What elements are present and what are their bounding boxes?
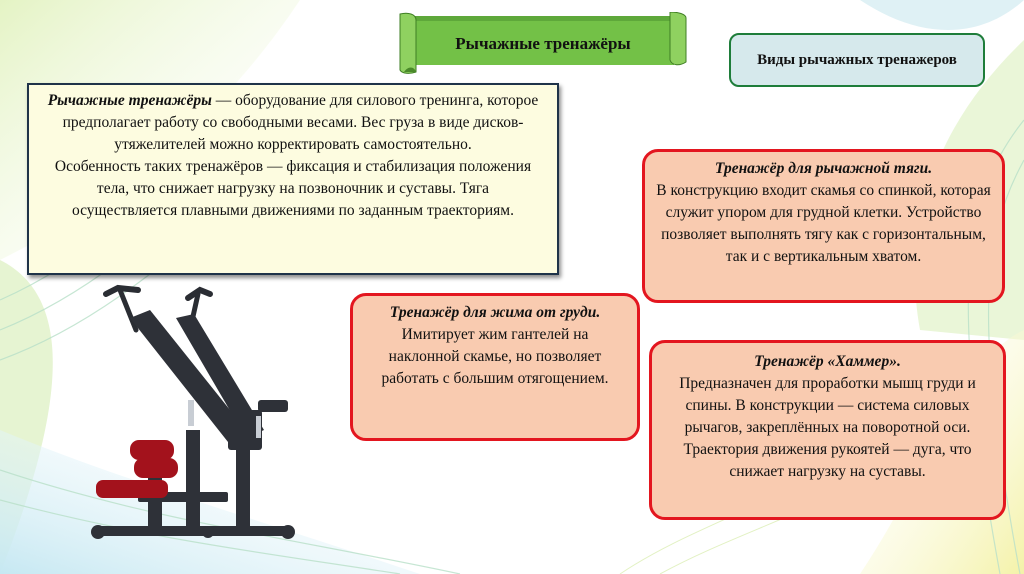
definition-term: Рычажные тренажёры — [47, 92, 212, 109]
card-hammer-machine-text: Предназначен для проработки мышц груди и спины. В конструкции — система силовых рычагов, закреплённых на поворотной оси. Траектория движения рукоятей — дуга, что снижает нагрузку на суставы. — [679, 375, 976, 480]
definition-box — [27, 83, 559, 275]
definition-feature-text: Особенность таких тренажёров — фиксация и стабилизация положения тела, что снижает нагрузку на позвоночник и суставы. Тяга осуществляется плавными движениями по заданным траекториям. — [54, 158, 532, 219]
card-row-machine — [642, 149, 1005, 303]
card-press-machine — [350, 293, 640, 441]
card-row-machine-text: В конструкцию входит скамья со спинкой, которая служит упором для грудной клетки. Устройство позволяет выполнять тягу как с горизонтальным, так и с вертикальным хватом. — [656, 182, 991, 265]
card-row-machine-title: Тренажёр для рычажной тяги. — [714, 160, 933, 177]
lever-machine-image — [78, 280, 323, 550]
types-heading-text: Виды рычажных тренажеров — [757, 52, 957, 68]
definition-text: — оборудование для силового тренинга, которое предполагает работу со свободными весами. Вес груза в виде дисков-утяжелителей можно корректировать самостоятельно. — [62, 92, 539, 153]
card-press-machine-title: Тренажёр для жима от груди. — [389, 304, 601, 321]
card-press-machine-text: Имитирует жим гантелей на наклонной скамье, но позволяет работать с большим отягощением. — [381, 326, 609, 387]
page-title: Рычажные тренажёры — [455, 34, 631, 53]
types-heading — [729, 33, 985, 87]
card-hammer-machine — [649, 340, 1006, 520]
card-hammer-machine-title: Тренажёр «Хаммер». — [754, 353, 901, 370]
